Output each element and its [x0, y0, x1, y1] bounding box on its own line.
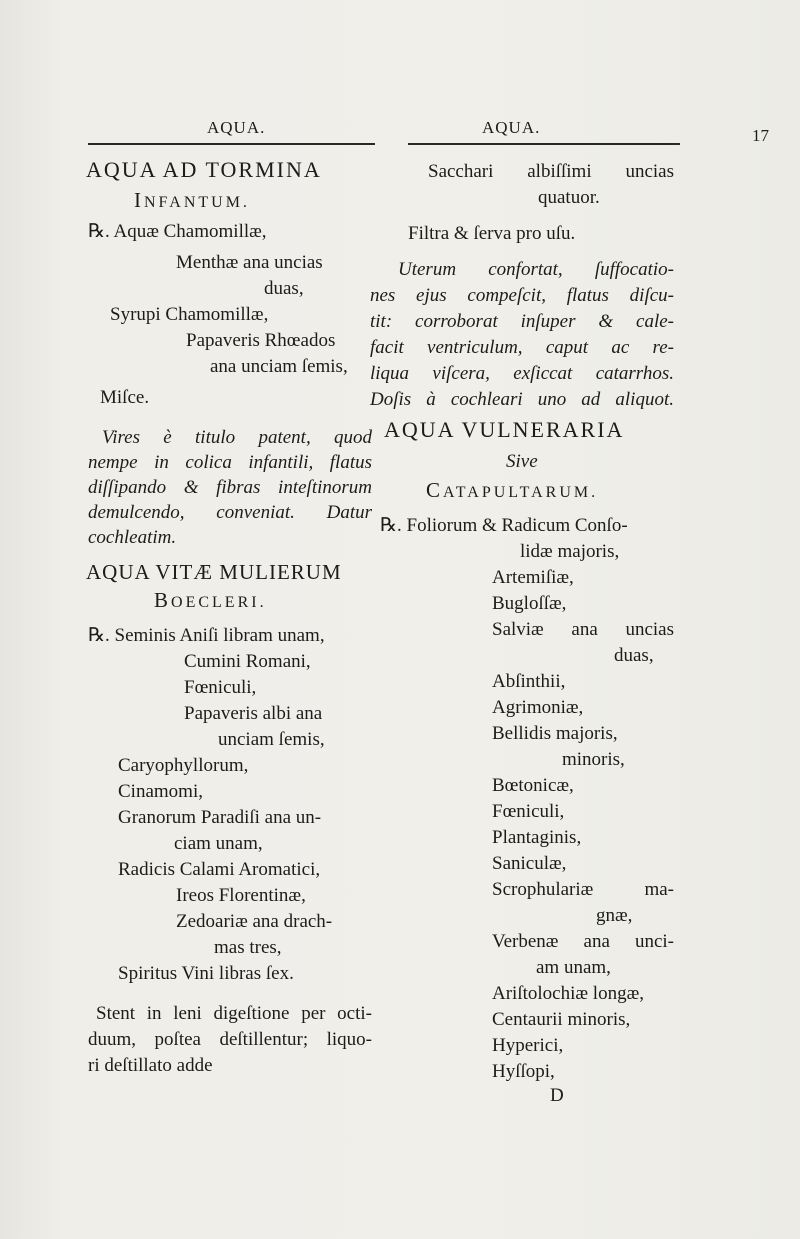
note-line: demulcendo, conveniat. Datur	[88, 502, 372, 523]
recipe-line: Menthæ ana uncias	[176, 252, 323, 273]
recipe-line: Ariſtolochiæ longæ,	[492, 983, 644, 1004]
recipe-line: Bœtonicæ,	[492, 775, 574, 796]
note-line: nempe in colica infantili, flatus	[88, 452, 372, 473]
recipe-line: Hyperici,	[492, 1035, 564, 1056]
recipe-line: duas,	[614, 645, 654, 666]
heading-aqua-ad-tormina: AQUA AD TORMINA	[86, 157, 322, 182]
recipe-line: Fœniculi,	[492, 801, 565, 822]
recipe-line: Hyſſopi,	[492, 1061, 555, 1082]
text-line: Stent in leni digeſtione per octi-	[96, 1003, 372, 1024]
recipe-line: Spiritus Vini libras ſex.	[118, 963, 294, 984]
recipe-line: Verbenæ ana unci-	[492, 931, 674, 952]
recipe-line: Cinamomi,	[118, 781, 203, 802]
text-line: quatuor.	[538, 187, 600, 208]
recipe-line: Miſce.	[100, 387, 150, 408]
recipe-line: Centaurii minoris,	[492, 1009, 631, 1030]
recipe-line: Zedoariæ ana drach-	[176, 911, 333, 932]
recipe-line: Saniculæ,	[492, 853, 567, 874]
recipe-line: Fœniculi,	[184, 677, 257, 698]
recipe-line: Ireos Florentinæ,	[176, 885, 306, 906]
recipe-line: Radicis Calami Aromatici,	[118, 859, 321, 880]
note-line: cochleatim.	[88, 527, 177, 548]
note-line: Doſis à cochleari uno ad aliquot.	[370, 389, 674, 410]
recipe-line: Cumini Romani,	[184, 651, 311, 672]
recipe-line: lidæ majoris,	[520, 541, 620, 562]
recipe-line: ciam unam,	[174, 833, 263, 854]
recipe-line: ℞. Aquæ Chamomillæ,	[88, 221, 267, 242]
recipe-line: Abſinthii,	[492, 671, 566, 692]
note-line: nes ejus compeſcit, flatus diſcu-	[370, 285, 674, 306]
recipe-line: Salviæ ana uncias	[492, 619, 674, 640]
recipe-line: ana unciam ſemis,	[210, 356, 348, 377]
recipe-line: Syrupi Chamomillæ,	[110, 304, 269, 325]
note-line: liqua viſcera, exſiccat catarrhos.	[370, 363, 674, 384]
recipe-line: Bellidis majoris,	[492, 723, 618, 744]
recipe-line: duas,	[264, 278, 304, 299]
running-head-left: AQUA.	[207, 118, 266, 137]
header-rule-left	[88, 143, 375, 145]
recipe-line: Agrimoniæ,	[492, 697, 584, 718]
recipe-line: ℞. Foliorum & Radicum Conſo-	[380, 515, 628, 536]
recipe-line: gnæ,	[596, 905, 633, 926]
recipe-line: minoris,	[562, 749, 625, 770]
recipe-line: Bugloſſæ,	[492, 593, 567, 614]
subheading-boecleri: BOECLERI.	[154, 588, 267, 612]
recipe-line: mas tres,	[214, 937, 282, 958]
text-line: Filtra & ſerva pro uſu.	[408, 223, 576, 244]
note-line: Uterum confortat, ſuffocatio-	[398, 259, 674, 280]
note-line: diſſipando & fibras inteſtinorum	[88, 477, 372, 498]
recipe-line: Papaveris Rhœados	[186, 330, 336, 351]
recipe-line: Caryophyllorum,	[118, 755, 249, 776]
recipe-line: unciam ſemis,	[218, 729, 325, 750]
recipe-line: ℞. Seminis Aniſi libram unam,	[88, 625, 325, 646]
subheading-sive: Sive	[506, 451, 538, 472]
heading-aqua-vitae-mulierum: AQUA VITÆ MULIERUM	[86, 560, 342, 584]
text-line: duum, poſtea deſtillentur; liquo-	[88, 1029, 372, 1050]
signature-mark: D	[550, 1085, 564, 1106]
heading-aqua-vulneraria: AQUA VULNERARIA	[384, 417, 625, 442]
recipe-line: Artemiſiæ,	[492, 567, 574, 588]
page-number: 17	[752, 126, 769, 145]
text-line: ri deſtillato adde	[88, 1055, 213, 1076]
recipe-line: Granorum Paradiſi ana un-	[118, 807, 322, 828]
text-line: Sacchari albiſſimi uncias	[428, 161, 674, 182]
running-head-right: AQUA.	[482, 118, 541, 137]
note-line: tit: corroborat inſuper & cale-	[370, 311, 674, 332]
note-line: facit ventriculum, caput ac re-	[370, 337, 674, 358]
subheading-infantum: INFANTUM.	[134, 188, 250, 212]
note-line: Vires è titulo patent, quod	[102, 427, 372, 448]
recipe-line: Scrophulariæ ma-	[492, 879, 674, 900]
header-rule-right	[408, 143, 680, 145]
recipe-line: Plantaginis,	[492, 827, 582, 848]
recipe-line: am unam,	[536, 957, 611, 978]
subheading-catapultarum: CATAPULTARUM.	[426, 478, 599, 502]
recipe-line: Papaveris albi ana	[184, 703, 323, 724]
